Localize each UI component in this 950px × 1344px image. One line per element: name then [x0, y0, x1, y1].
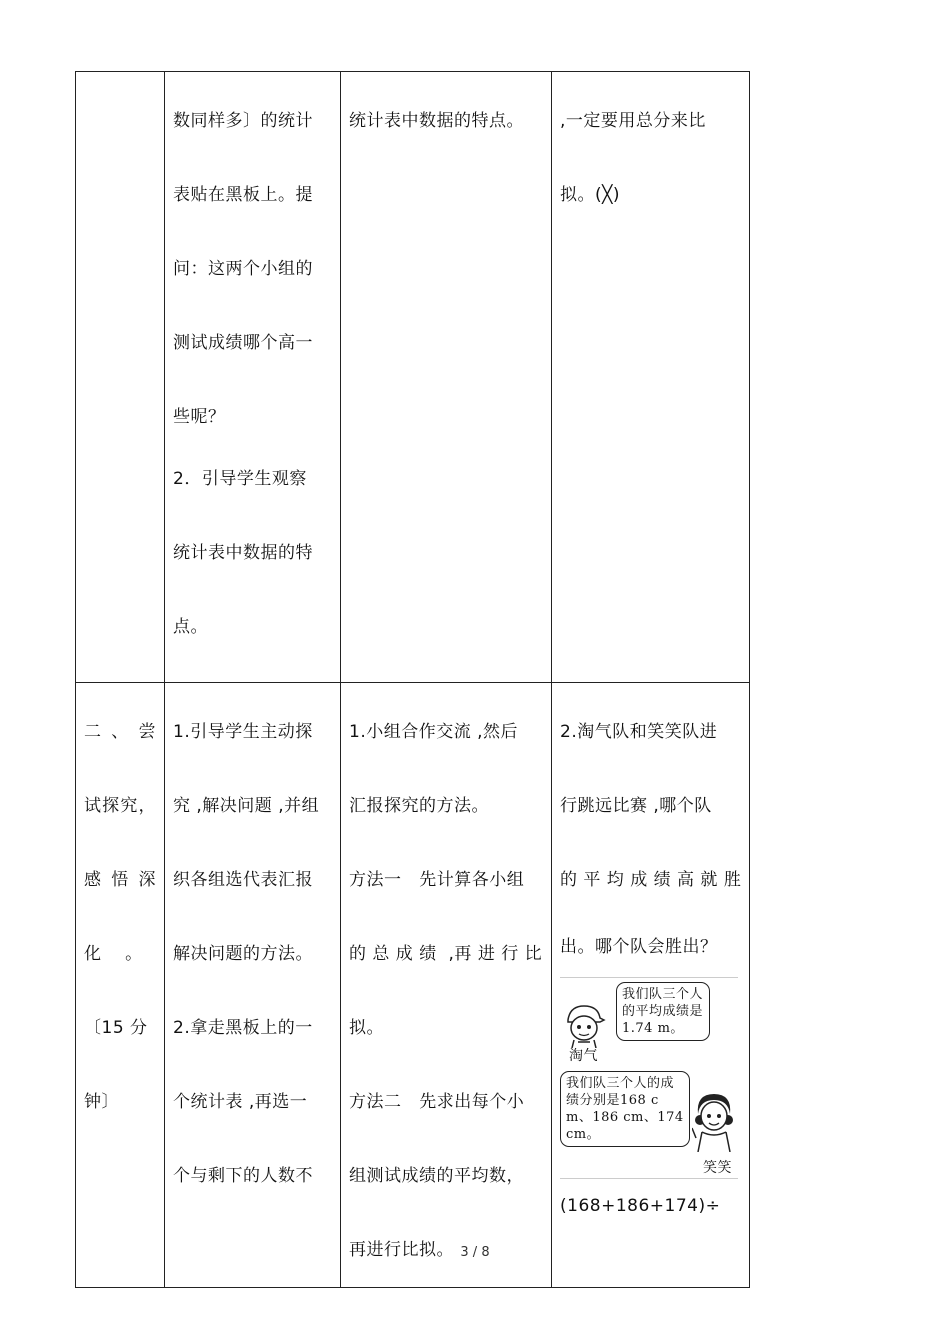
teacher-activity-cell: [165, 72, 341, 683]
text-line: 汇报探究的方法。: [349, 796, 489, 816]
xiaoxiao-speech-bubble: 我们队三个人的成绩分别是168 cm、186 cm、174 cm。: [560, 1071, 690, 1147]
text-line: 行跳远比赛 ,哪个队: [560, 796, 712, 816]
taoqi-name: 淘气: [569, 1048, 598, 1064]
text-line: 2．引导学生观察: [173, 469, 307, 489]
text-line: 统计表中数据的特点。: [349, 111, 524, 131]
text-line: 方法一 先计算各小组: [349, 870, 525, 890]
table-row: [76, 683, 750, 1288]
text-line: 再进行比拟。: [349, 1240, 454, 1260]
teacher-activity-cell: [165, 683, 341, 1288]
text-line: 拟。(╳): [560, 185, 620, 205]
stage-cell: [76, 683, 165, 1288]
text-line: ,一定要用总分来比: [560, 111, 706, 131]
text-line: 拟。: [349, 1018, 384, 1038]
boy-taoqi-icon: [562, 1002, 606, 1048]
text-line: 组测试成绩的平均数，: [349, 1166, 524, 1186]
text-line: 出。哪个队会胜出？: [560, 937, 718, 957]
text-line: 的 总 成 绩 ,再 进 行 比: [349, 944, 543, 964]
table-row: [76, 72, 750, 683]
student-activity-cell: [341, 683, 552, 1288]
text-line: 问：这两个小组的: [173, 259, 313, 279]
text-line: 二 、 尝: [84, 722, 156, 742]
student-activity-cell: [341, 72, 552, 683]
text-line: 个与剩下的人数不: [173, 1166, 313, 1186]
text-line: 些呢？: [173, 407, 226, 427]
text-line: 的 平 均 成 绩 高 就 胜: [560, 870, 742, 890]
text-line: 〔15 分: [84, 1018, 148, 1038]
text-line: 究 ,解决问题 ,并组: [173, 796, 320, 816]
text-line: 织各组选代表汇报: [173, 870, 313, 890]
exercise-cell: [552, 72, 750, 683]
text-line: 钟〕: [84, 1092, 119, 1112]
text-line: 2.淘气队和笑笑队进: [560, 722, 718, 742]
text-line: 1.小组合作交流 ,然后: [349, 722, 519, 742]
text-line: 化 。: [84, 944, 143, 964]
page-number: 3 / 8: [460, 1245, 490, 1260]
xiaoxiao-name: 笑笑: [703, 1160, 732, 1176]
stage-cell: [76, 72, 165, 683]
text-line: 2.拿走黑板上的一: [173, 1018, 313, 1038]
lesson-plan-table: [75, 71, 750, 1288]
text-line: 1.引导学生主动探: [173, 722, 313, 742]
text-line: 测试成绩哪个高一: [173, 333, 313, 353]
text-line: 解决问题的方法。: [173, 944, 313, 964]
formula-text: (168+186+174)÷: [560, 1196, 721, 1216]
exercise-cell: [552, 683, 750, 1288]
text-line: 试探究，: [84, 796, 156, 816]
text-line: 表贴在黑板上。提: [173, 185, 313, 205]
taoqi-speech-bubble: 我们队三个人的平均成绩是1.74 m。: [616, 982, 710, 1041]
girl-xiaoxiao-icon: [692, 1090, 736, 1152]
jump-contest-illustration: [560, 977, 738, 1179]
text-line: 方法二 先求出每个小: [349, 1092, 525, 1112]
text-line: 感 悟 深: [84, 870, 156, 890]
text-line: 数同样多〕的统计: [173, 111, 313, 131]
text-line: 点。: [173, 617, 208, 637]
text-line: 统计表中数据的特: [173, 543, 313, 563]
text-line: 个统计表 ,再选一: [173, 1092, 308, 1112]
